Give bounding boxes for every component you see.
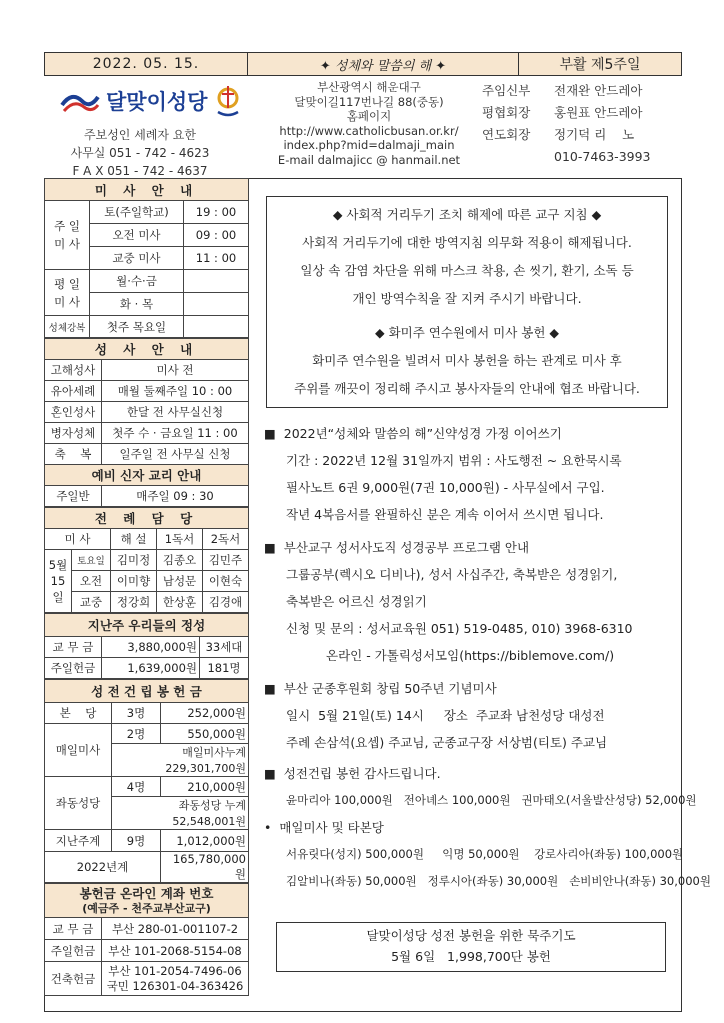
sacrament-key: 축 복 [45,444,102,465]
weekday-days: 화 · 목 [90,293,184,316]
ministry-mass: 오전 [72,571,111,592]
ministry-header: 2독서 [203,529,249,550]
notice-title: ◆ 사회적 거리두기 조치 해제에 따른 교구 지침 ◆ [332,207,602,222]
announcement-line: 필사노트 6권 9,000원(7권 10,000원) - 사무실에서 구입. [286,480,605,495]
sacrament-value: 첫주 수 · 금요일 11 : 00 [102,423,249,444]
mass-name: 토(주일학교) [90,201,184,224]
offering-title: 지난주 우리들의 정성 [45,614,249,637]
adoration-label: 성체강복 [45,316,90,338]
announcement-line: 축복받은 어르신 성경읽기 [286,594,427,609]
ministry-header: 해 설 [111,529,157,550]
prayer-count: 5월 6일 1,998,700단 봉헌 [391,949,551,964]
prayer-title: 달맞이성당 성전 봉헌을 위한 묵주기도 [366,928,576,943]
mass-time: 19 : 00 [184,201,249,224]
issue-date: 2022. 05. 15. [45,53,248,75]
staff-row: 주임신부 전재완 안드레아 [482,83,643,98]
staff-row: 평협회장 홍원표 안드레아 [482,105,643,120]
parish-name: 달맞이성당 [106,90,208,114]
announcement-line: 일시 5월 21일(토) 14시 장소 주교좌 남천성당 대성전 [286,708,605,723]
ministry-mass: 토요일 [72,550,111,571]
notice-line: 개인 방역수칙을 잘 지켜 주시기 바랍니다. [352,291,582,306]
account-key: 주일헌금 [45,940,102,962]
sacrament-value: 미사 전 [102,360,249,381]
ministry-cell: 한상훈 [157,592,203,613]
offering-key: 주일헌금 [45,658,102,679]
accounts-subtitle: (예금주 - 천주교부산교구) [82,901,211,915]
moon-cross-icon [213,84,243,118]
staff-list [482,80,651,168]
offering-amount: 1,639,000원 [102,658,200,679]
donor-line: 서유릿다(성지) 500,000원 익명 50,000원 강로사리아(좌동) 100,000원 [286,847,684,861]
donor-line: 김알비나(좌동) 50,000원 정루시아(좌동) 30,000원 손비비안나(좌동) 30,000원 [286,874,711,888]
building-count: 9명 [112,830,161,852]
ministry-cell: 이현숙 [203,571,249,592]
announcement-line: 기간 : 2022년 12월 31일까지 범위 : 사도행전 ~ 요한묵시록 [286,453,622,468]
building-amount: 252,000원 [161,703,249,724]
account-number: 부산 101-2054-7496-06 [108,963,242,978]
sacrament-key: 혼인성사 [45,402,102,423]
wave-logo-icon [60,87,100,115]
mass-name: 교중 미사 [90,247,184,270]
building-key: 지난주계 [45,830,112,852]
ministry-header: 미 사 [45,529,111,550]
building-accumulated: 좌동성당 누계 52,548,001원 [112,797,249,830]
catechumen-key: 주일반 [45,486,102,507]
notice-line: 사회적 거리두기에 대한 방역지침 의무화 적용이 해제됩니다. [302,235,632,250]
sacrament-value: 일주일 전 사무실 신청 [102,444,249,465]
ministry-cell: 정강희 [111,592,157,613]
announcement-heading: ■ 성전건립 봉헌 감사드립니다. [264,766,441,781]
homepage-url[interactable]: http://www.catholicbusan.or.kr/ [279,123,459,138]
accounts-title: 봉헌금 온라인 계좌 번호 [79,885,214,901]
sacrament-key: 고해성사 [45,360,102,381]
liturgical-week: 부활 제5주일 [559,57,641,73]
offering-count: 181명 [200,658,249,679]
left-column [44,178,249,996]
staff-row: 연도회장 정기덕 리 노 [482,127,635,142]
offering-amount: 3,880,000원 [102,637,200,658]
account-number: 국민 126301-04-363426 [106,978,244,993]
homepage-url[interactable]: index.php?mid=dalmaji_main [283,138,455,152]
announcement-line: 작년 4복음서를 완필하신 분은 계속 이어서 쓰시면 됩니다. [286,507,604,522]
mass-time: 11 : 00 [184,247,249,270]
notice-box [266,196,668,408]
ministry-cell: 김미정 [111,550,157,571]
prayer-box [276,922,666,972]
offering-table [44,613,249,679]
mass-time: 09 : 00 [184,224,249,247]
building-fund-table [44,679,249,883]
mass-title: 미 사 안 내 [45,179,249,201]
notice-line: 화미주 연수원을 빌려서 미사 봉헌을 하는 관계로 미사 후 [312,353,622,368]
announcement-line: 신청 및 문의 : 성서교육원 051) 519-0485, 010) 3968-6310 [286,621,633,636]
announcement-heading: ■ 부산교구 성서사도직 성경공부 프로그램 안내 [264,540,530,555]
building-key: 본 당 [45,703,112,724]
building-count: 3명 [112,703,161,724]
account-number: 부산 280-01-001107-2 [102,918,249,940]
account-number: 부산 101-2068-5154-08 [102,940,249,962]
sunday-mass-label: 주 일 미 사 [45,201,90,270]
accounts-title-cell [45,884,249,918]
sacrament-table [44,338,249,507]
staff-row: 010-7463-3993 [554,149,651,164]
sacrament-value: 한달 전 사무실신청 [102,402,249,423]
parish-address [258,80,480,167]
offering-count: 33세대 [200,637,249,658]
sacrament-title: 성 사 안 내 [45,339,249,360]
ministry-title: 전 례 담 당 [45,508,249,529]
fax-number: F A X 051 - 742 - 4637 [72,164,208,178]
announcement-heading: ■ 부산 군종후원회 창립 50주년 기념미사 [264,681,497,696]
ministry-cell: 남성문 [157,571,203,592]
sacrament-value: 매월 둘째주일 10 : 00 [102,381,249,402]
notice-line: 일상 속 감염 차단을 위해 마스크 착용, 손 씻기, 환기, 소독 등 [300,263,634,278]
ministry-date: 5월 15일 [45,550,72,613]
catechumen-title: 예비 신자 교리 안내 [45,465,249,486]
account-key: 건축헌금 [45,962,102,996]
announcement-line: 주례 손삼석(요셉) 주교님, 군종교구장 서상범(티토) 주교님 [286,735,608,750]
building-amount: 1,012,000원 [161,830,249,852]
building-key: 좌동성당 [45,777,112,830]
building-count: 4명 [112,777,161,797]
ministry-cell: 이미향 [111,571,157,592]
sacrament-key: 병자성체 [45,423,102,444]
building-count: 2명 [112,724,161,744]
homepage-label: 홈페이지 [346,109,392,123]
building-amount: 210,000원 [161,777,249,797]
building-title: 성 전 건 립 봉 헌 금 [45,680,249,703]
announcement-link[interactable]: 온라인 - 가톨릭성서모임(https://biblemove.com/) [326,648,615,663]
address-line: 부산광역시 해운대구 [317,80,421,94]
weekday-days: 월·수·금 [90,270,184,293]
parish-contact [60,126,220,180]
patron-saint: 주보성인 세례자 요한 [84,128,196,142]
ministry-cell: 김종오 [157,550,203,571]
announcement-heading: • 매일미사 및 타본당 [264,820,384,835]
offering-key: 교 무 금 [45,637,102,658]
building-accumulated: 매일미사누계 229,301,700원 [112,744,249,777]
ministry-cell: 김경애 [203,592,249,613]
sacrament-key: 유아세례 [45,381,102,402]
building-amount: 165,780,000원 [161,852,249,883]
notice-line: 주위를 깨끗이 정리해 주시고 봉사자들의 안내에 협조 바랍니다. [294,381,640,396]
building-key: 매일미사 [45,724,112,777]
email-address[interactable]: E-mail dalmajicc @ hanmail.net [277,152,461,167]
donor-line: 윤마리아 100,000원 전아녜스 100,000원 권마태오(서울발산성당) 52,000원 [286,793,697,807]
announcement-line: 그룹공부(렉시오 디비나), 성서 사십주간, 축복받은 성경읽기, [286,567,618,582]
catechumen-value: 매주일 09 : 30 [102,486,249,507]
office-phone: 사무실 051 - 742 - 4623 [70,146,210,160]
announcement-heading: ■ 2022년“성체와 말씀의 해”신약성경 가정 이어쓰기 [264,426,562,441]
mass-name: 오전 미사 [90,224,184,247]
parish-logo [60,84,243,118]
year-motto: ✦ 성체와 말씀의 해 ✦ [248,53,519,75]
adoration-time: 첫주 목요일 [90,316,184,338]
weekday-mass-label: 평 일 미 사 [45,270,90,316]
account-number-cell [102,962,249,996]
ministry-mass: 교중 [72,592,111,613]
header-bar [44,52,682,76]
notice-title: ◆ 화미주 연수원에서 미사 봉헌 ◆ [375,325,559,340]
mass-schedule-table [44,178,249,338]
building-key: 2022년계 [45,852,161,883]
account-key: 교 무 금 [45,918,102,940]
announcements [264,420,711,895]
building-amount: 550,000원 [161,724,249,744]
ministry-header: 1독서 [157,529,203,550]
accounts-table [44,883,249,996]
ministry-cell: 김민주 [203,550,249,571]
ministry-table [44,507,249,613]
address-line: 달맞이길117번나길 88(중동) [294,94,444,109]
